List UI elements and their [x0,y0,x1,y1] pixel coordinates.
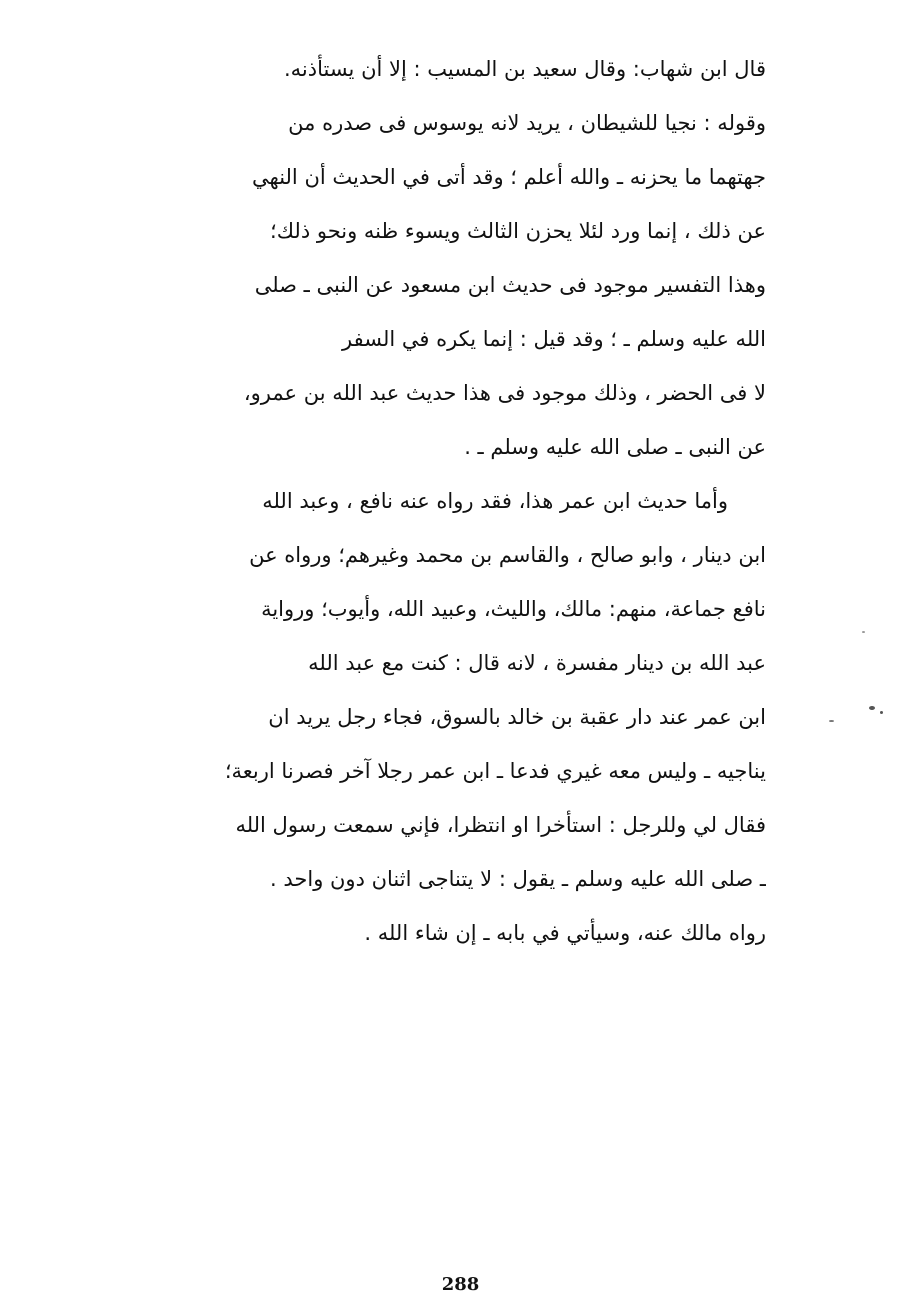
text-line: جهتهما ما يحزنه ـ والله أعلم ؛ وقد أتى في الحديث أن النهي [252,165,766,189]
text-line: عن النبى ـ صلى الله عليه وسلم ـ . [464,435,766,459]
text-line: رواه مالك عنه، وسيأتي في بابه ـ إن شاء الله . [364,921,766,945]
text-line: ابن عمر عند دار عقبة بن خالد بالسوق، فجاء رجل يريد ان [268,705,766,729]
body-text [118,42,766,960]
text-line: لا فى الحضر ، وذلك موجود فى هذا حديث عبد الله بن عمرو، [243,381,766,405]
scan-speck [880,711,883,714]
scan-speck [869,706,875,710]
text-line: عبد الله بن دينار مفسرة ، لانه قال : كنت مع عبد الله [308,651,766,675]
text-line: ـ صلى الله عليه وسلم ـ يقول : لا يتناجى اثنان دون واحد . [270,867,766,891]
text-line: وقوله : نجيا للشيطان ، يريد لانه يوسوس فى صدره من [288,111,766,135]
text-line: وهذا التفسير موجود فى حديث ابن مسعود عن النبى ـ صلى [254,273,766,297]
scan-speck [829,720,834,722]
text-line: ابن دينار ، وابو صالح ، والقاسم بن محمد وغيرهم؛ ورواه عن [249,543,766,567]
text-line: الله عليه وسلم ـ ؛ وقد قيل : إنما يكره في السفر [342,327,766,351]
text-line: فقال لي وللرجل : استأخرا او انتظرا، فإني سمعت رسول الله [235,813,766,837]
scan-speck [862,631,865,633]
text-line: عن ذلك ، إنما ورد لئلا يحزن الثالث ويسوء ظنه ونحو ذلك؛ [270,219,766,243]
text-line: نافع جماعة، منهم: مالك، والليث، وعبيد الله، وأيوب؛ ورواية [261,597,766,621]
text-line: يناجيه ـ وليس معه غيري فدعا ـ ابن عمر رجلا آخر فصرنا اربعة؛ [224,759,766,783]
page-number: 288 [441,1274,480,1295]
text-line: قال ابن شهاب: وقال سعيد بن المسيب : إلا أن يستأذنه. [283,57,766,81]
paragraph-start-line: وأما حديث ابن عمر هذا، فقد رواه عنه نافع ، وعبد الله [262,489,728,513]
